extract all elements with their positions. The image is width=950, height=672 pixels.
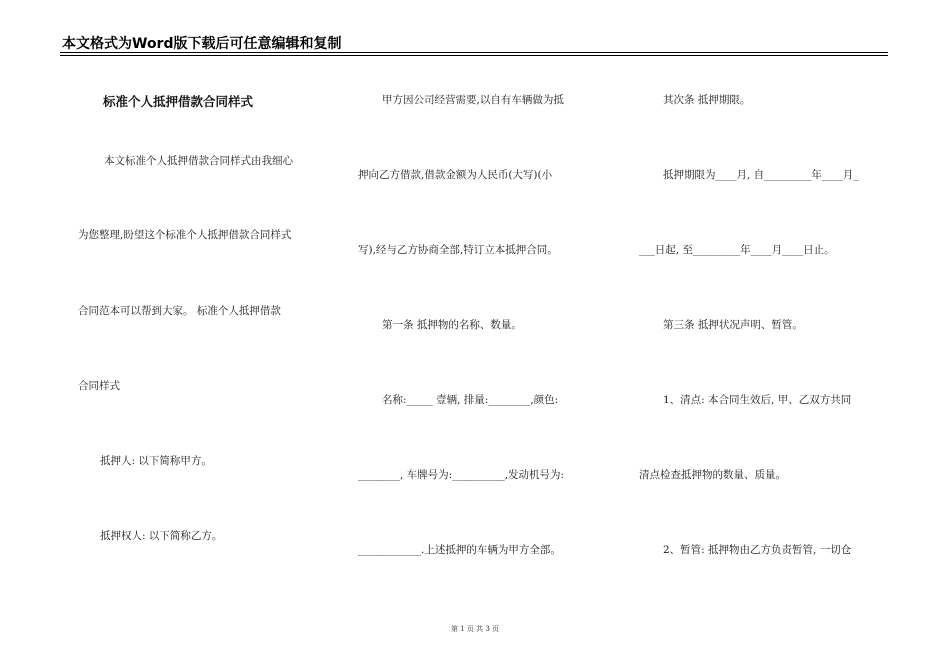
download-banner: 本文格式为Word版下载后可任意编辑和复制 — [62, 36, 342, 52]
paragraph-line: 押向乙方借款,借款金额为人民币(大写)(小 — [358, 169, 553, 181]
clause-heading: 第一条 抵押物的名称、数量。 — [382, 319, 522, 331]
paragraph-line: 本文标准个人抵押借款合同样式由我细心 — [104, 155, 293, 167]
paragraph-line: ____________.上述抵押的车辆为甲方全部。 — [358, 544, 561, 556]
paragraph-line: 名称:_____ 壹辆, 排量:________,颜色: — [382, 394, 559, 406]
paragraph-line: 1、清点: 本合同生效后, 甲、乙双方共同 — [663, 394, 852, 406]
page-number: 第 1 页 共 3 页 — [450, 625, 500, 633]
clause-heading: 第三条 抵押状况声明、暂管。 — [663, 319, 803, 331]
document-title: 标准个人抵押借款合同样式 — [103, 94, 254, 109]
paragraph-line: 甲方因公司经营需要,以自有车辆做为抵 — [382, 94, 564, 106]
paragraph-line: 合同样式 — [78, 380, 120, 392]
header-rule-bottom — [60, 55, 888, 56]
header-rule-top — [60, 52, 888, 53]
paragraph-line: 为您整理,盼望这个标准个人抵押借款合同样式 — [78, 229, 292, 241]
paragraph-line: 抵押期限为____月, 自_________年____月_ — [663, 169, 859, 181]
paragraph-line: ________, 车牌号为:__________,发动机号为: — [358, 469, 565, 481]
paragraph-line: 清点检查抵押物的数量、质量。 — [639, 469, 786, 481]
mortgagee-line: 抵押权人: 以下简称乙方。 — [100, 530, 223, 542]
paragraph-line: ___日起, 至_________年____月____日止。 — [639, 244, 835, 256]
mortgagor-line: 抵押人: 以下简称甲方。 — [100, 455, 212, 467]
clause-heading: 其次条 抵押期限。 — [663, 94, 751, 106]
paragraph-line: 写),经与乙方协商全部,特订立本抵押合同。 — [358, 244, 558, 256]
paragraph-line: 2、暂管: 抵押物由乙方负责暂管, 一切仓 — [663, 544, 852, 556]
paragraph-line: 合同范本可以帮到大家。 标准个人抵押借款 — [78, 305, 281, 317]
